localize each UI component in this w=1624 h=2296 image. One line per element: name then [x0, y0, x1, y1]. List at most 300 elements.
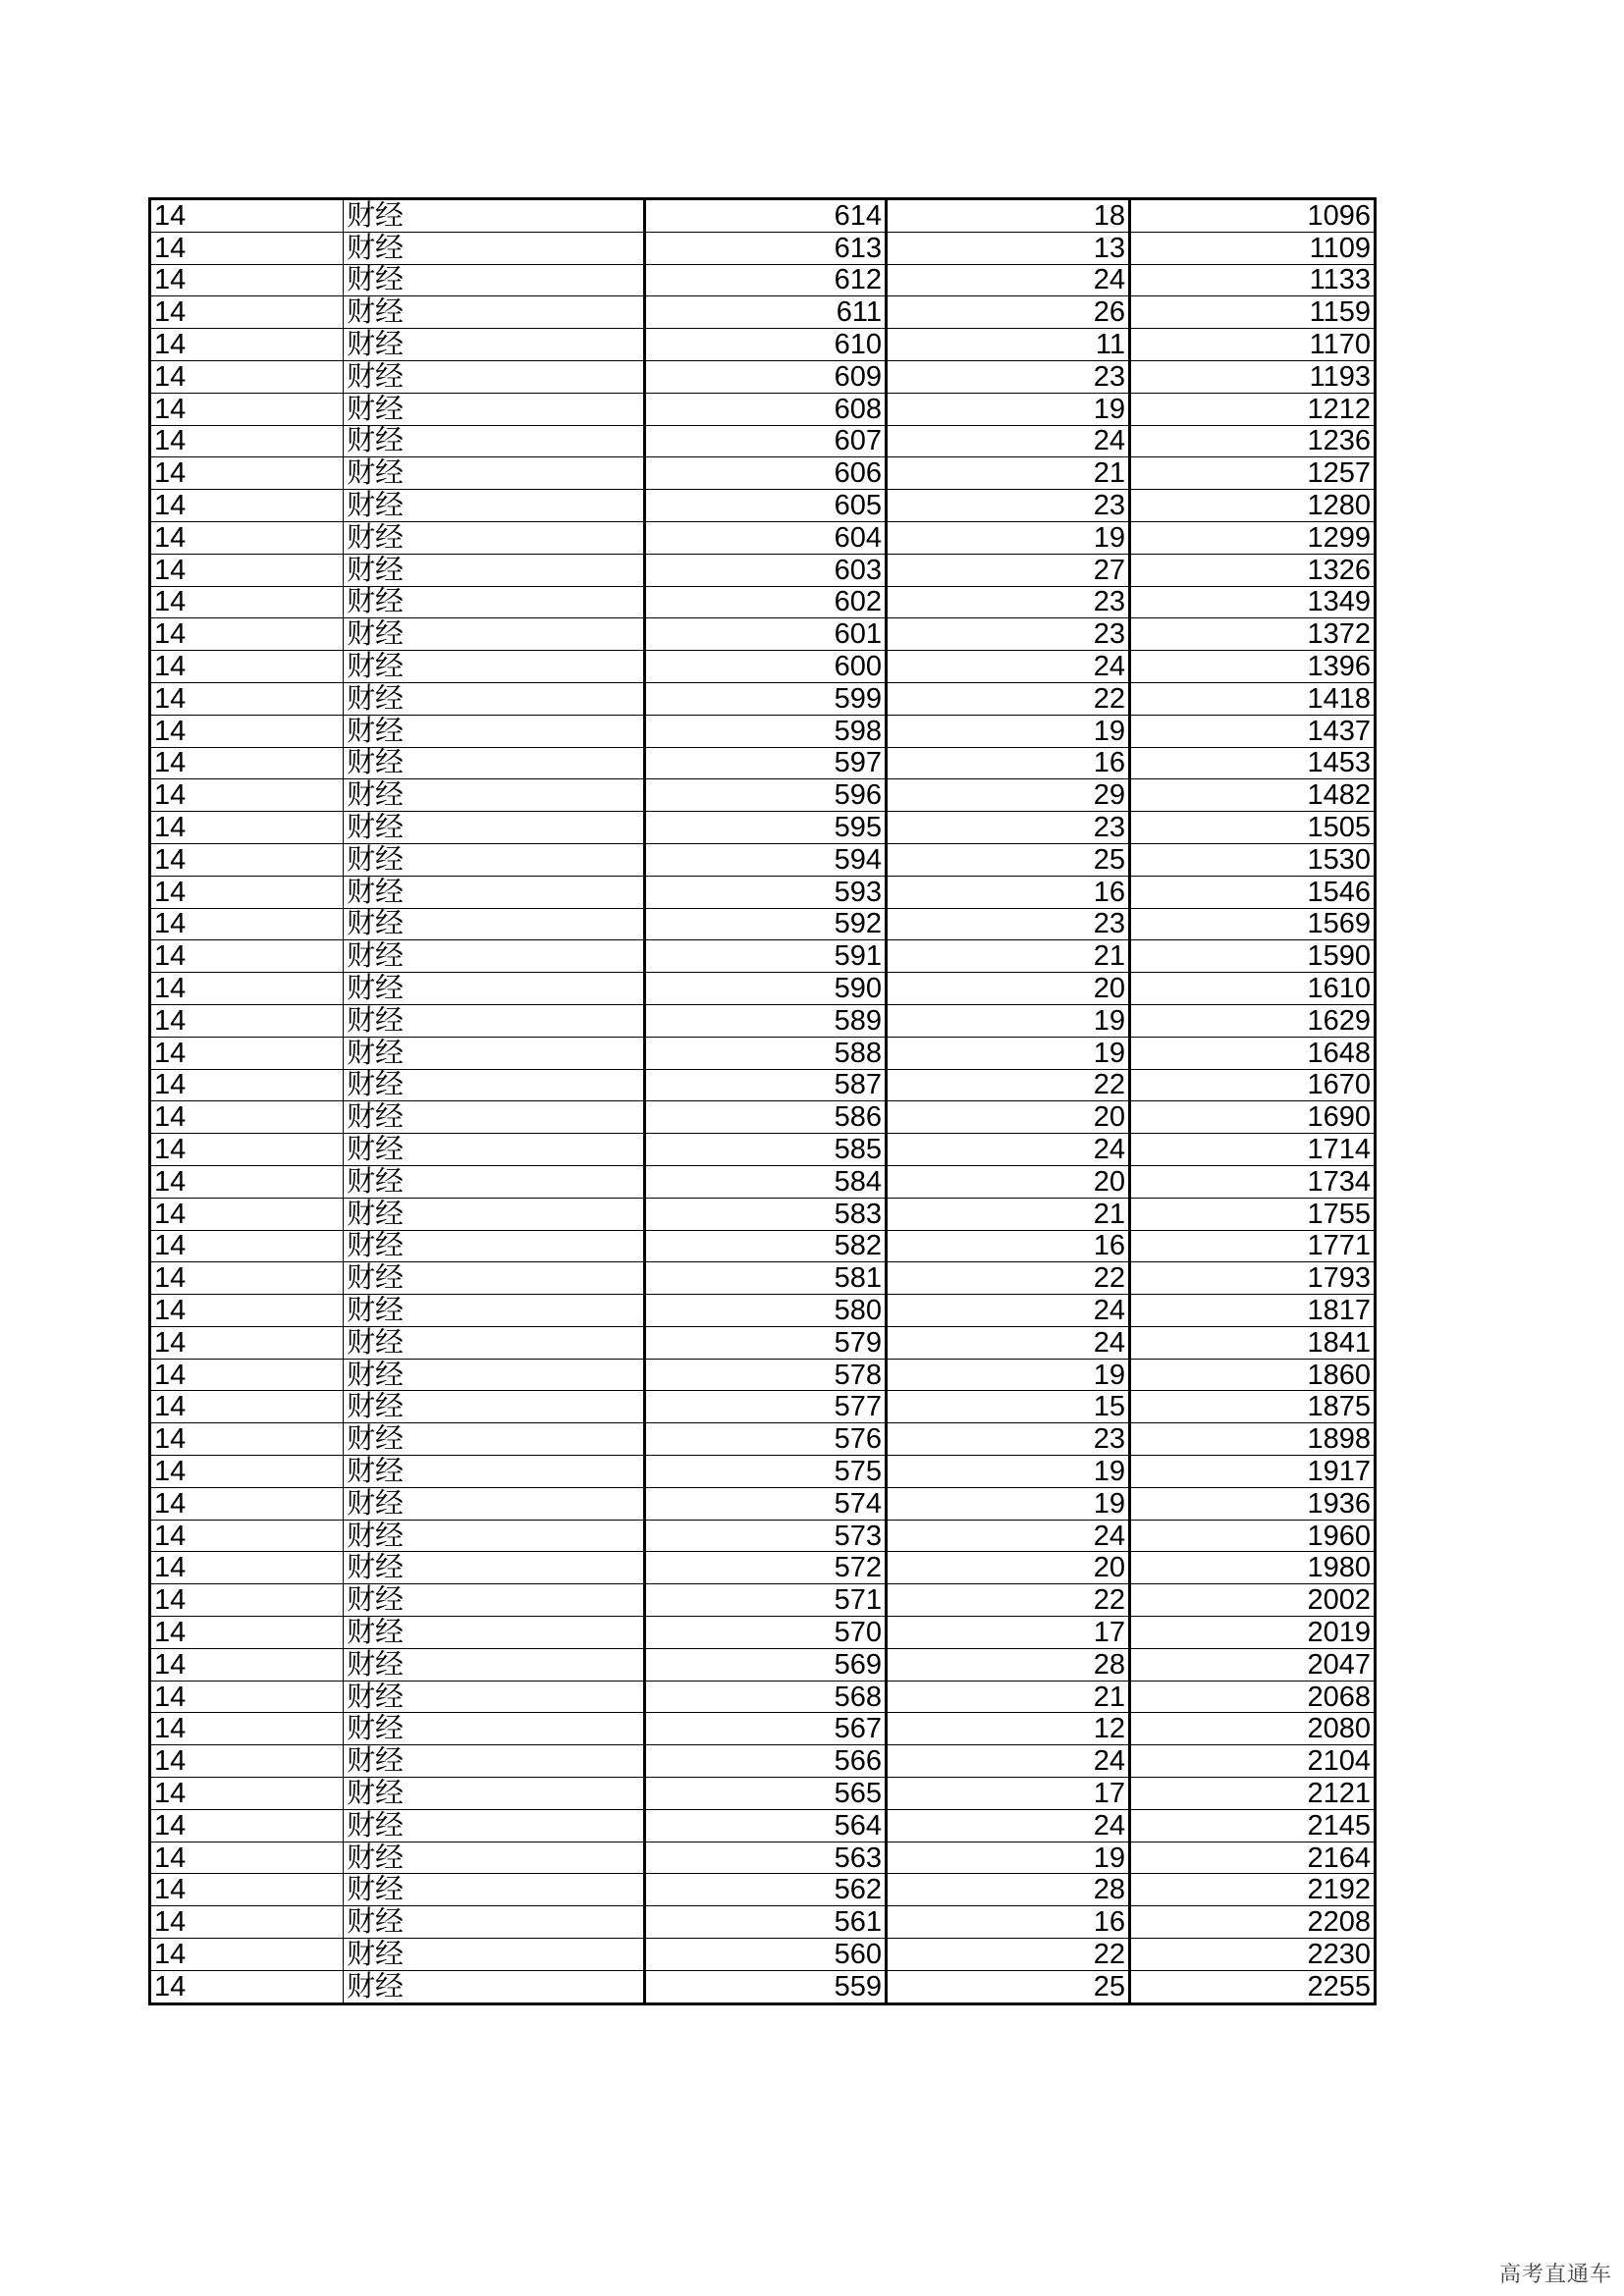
table-cell: 14: [150, 1874, 344, 1906]
table-cell: 财经: [344, 1906, 645, 1939]
table-cell: 1980: [1130, 1552, 1376, 1584]
table-cell: 598: [645, 715, 887, 747]
table-cell: 1841: [1130, 1326, 1376, 1359]
table-cell: 20: [887, 973, 1130, 1005]
table-cell: 财经: [344, 586, 645, 618]
table-cell: 财经: [344, 1004, 645, 1037]
table-cell: 14: [150, 779, 344, 812]
table-row: [150, 1134, 1376, 1166]
table-cell: 19: [887, 1842, 1130, 1874]
table-cell: 21: [887, 1681, 1130, 1713]
table-cell: 14: [150, 425, 344, 457]
table-cell: 560: [645, 1939, 887, 1971]
table-row: [150, 1198, 1376, 1230]
table-cell: 25: [887, 1970, 1130, 2003]
table-row: [150, 812, 1376, 844]
table-cell: 1714: [1130, 1134, 1376, 1166]
table-cell: 财经: [344, 1262, 645, 1295]
table-row: [150, 908, 1376, 940]
table-cell: 11: [887, 329, 1130, 361]
table-cell: 22: [887, 682, 1130, 715]
table-row: [150, 1101, 1376, 1134]
table-cell: 1280: [1130, 490, 1376, 522]
table-cell: 财经: [344, 393, 645, 425]
table-row: [150, 682, 1376, 715]
table-cell: 1109: [1130, 232, 1376, 264]
table-cell: 财经: [344, 360, 645, 393]
table-cell: 14: [150, 843, 344, 876]
table-row: [150, 876, 1376, 908]
table-cell: 财经: [344, 1456, 645, 1488]
table-row: [150, 1584, 1376, 1617]
table-row: [150, 490, 1376, 522]
table-cell: 2002: [1130, 1584, 1376, 1617]
table-cell: 1482: [1130, 779, 1376, 812]
table-cell: 601: [645, 618, 887, 651]
table-cell: 14: [150, 1295, 344, 1327]
table-cell: 财经: [344, 1681, 645, 1713]
table-cell: 14: [150, 1134, 344, 1166]
table-cell: 567: [645, 1713, 887, 1745]
table-cell: 612: [645, 264, 887, 296]
table-cell: 564: [645, 1809, 887, 1842]
table-cell: 18: [887, 199, 1130, 233]
table-cell: 财经: [344, 843, 645, 876]
table-cell: 600: [645, 651, 887, 683]
table-cell: 605: [645, 490, 887, 522]
table-cell: 588: [645, 1037, 887, 1069]
table-cell: 财经: [344, 1713, 645, 1745]
table-cell: 23: [887, 360, 1130, 393]
table-cell: 2164: [1130, 1842, 1376, 1874]
table-row: [150, 747, 1376, 779]
table-cell: 14: [150, 1745, 344, 1778]
table-cell: 572: [645, 1552, 887, 1584]
table-cell: 582: [645, 1230, 887, 1262]
table-cell: 财经: [344, 1617, 645, 1649]
table-cell: 14: [150, 1326, 344, 1359]
table-row: [150, 1681, 1376, 1713]
table-cell: 财经: [344, 876, 645, 908]
table-cell: 20: [887, 1552, 1130, 1584]
table-cell: 财经: [344, 812, 645, 844]
table-cell: 1793: [1130, 1262, 1376, 1295]
table-cell: 1396: [1130, 651, 1376, 683]
table-cell: 财经: [344, 682, 645, 715]
table-row: [150, 1713, 1376, 1745]
table-cell: 14: [150, 329, 344, 361]
table-cell: 财经: [344, 425, 645, 457]
table-cell: 14: [150, 1617, 344, 1649]
table-cell: 1960: [1130, 1520, 1376, 1552]
table-cell: 559: [645, 1970, 887, 2003]
table-cell: 19: [887, 521, 1130, 554]
table-row: [150, 232, 1376, 264]
table-cell: 609: [645, 360, 887, 393]
table-cell: 14: [150, 1939, 344, 1971]
table-row: [150, 715, 1376, 747]
table-cell: 2080: [1130, 1713, 1376, 1745]
table-cell: 14: [150, 232, 344, 264]
table-cell: 590: [645, 973, 887, 1005]
table-cell: 财经: [344, 1552, 645, 1584]
table-row: [150, 1874, 1376, 1906]
table-cell: 14: [150, 490, 344, 522]
table-cell: 财经: [344, 1745, 645, 1778]
table-cell: 19: [887, 1456, 1130, 1488]
table-row: [150, 973, 1376, 1005]
table-cell: 1418: [1130, 682, 1376, 715]
table-cell: 14: [150, 1970, 344, 2003]
table-cell: 财经: [344, 264, 645, 296]
table-row: [150, 1745, 1376, 1778]
table-cell: 23: [887, 618, 1130, 651]
table-cell: 19: [887, 393, 1130, 425]
table-row: [150, 521, 1376, 554]
table-cell: 14: [150, 264, 344, 296]
table-cell: 1453: [1130, 747, 1376, 779]
table-cell: 1629: [1130, 1004, 1376, 1037]
table-cell: 19: [887, 715, 1130, 747]
table-cell: 财经: [344, 779, 645, 812]
table-cell: 2230: [1130, 1939, 1376, 1971]
table-cell: 财经: [344, 1069, 645, 1101]
table-cell: 财经: [344, 1037, 645, 1069]
table-cell: 24: [887, 1295, 1130, 1327]
table-cell: 1690: [1130, 1101, 1376, 1134]
table-cell: 16: [887, 1230, 1130, 1262]
table-cell: 1860: [1130, 1359, 1376, 1391]
table-cell: 1096: [1130, 199, 1376, 233]
table-cell: 16: [887, 1906, 1130, 1939]
table-cell: 27: [887, 554, 1130, 586]
watermark-text: 高考直通车: [1498, 2262, 1612, 2286]
table-cell: 14: [150, 1648, 344, 1681]
table-cell: 1133: [1130, 264, 1376, 296]
table-cell: 593: [645, 876, 887, 908]
table-cell: 591: [645, 940, 887, 973]
table-cell: 24: [887, 1326, 1130, 1359]
table-cell: 19: [887, 1004, 1130, 1037]
table-cell: 财经: [344, 1874, 645, 1906]
table-cell: 15: [887, 1391, 1130, 1423]
table-cell: 21: [887, 940, 1130, 973]
table-row: [150, 457, 1376, 490]
table-cell: 25: [887, 843, 1130, 876]
table-cell: 578: [645, 1359, 887, 1391]
table-cell: 2047: [1130, 1648, 1376, 1681]
table-row: [150, 1648, 1376, 1681]
table-cell: 607: [645, 425, 887, 457]
table-cell: 财经: [344, 1520, 645, 1552]
table-cell: 16: [887, 876, 1130, 908]
table-cell: 1670: [1130, 1069, 1376, 1101]
table-cell: 财经: [344, 1326, 645, 1359]
table-cell: 财经: [344, 618, 645, 651]
table-cell: 24: [887, 1745, 1130, 1778]
table-cell: 14: [150, 554, 344, 586]
table-row: [150, 779, 1376, 812]
table-row: [150, 1809, 1376, 1842]
table-cell: 财经: [344, 1939, 645, 1971]
table-cell: 574: [645, 1487, 887, 1520]
table-row: [150, 1939, 1376, 1971]
table-cell: 563: [645, 1842, 887, 1874]
table-cell: 财经: [344, 715, 645, 747]
table-cell: 24: [887, 1520, 1130, 1552]
table-cell: 14: [150, 812, 344, 844]
table-cell: 财经: [344, 651, 645, 683]
table-cell: 595: [645, 812, 887, 844]
table-cell: 1734: [1130, 1165, 1376, 1198]
table-row: [150, 618, 1376, 651]
table-cell: 14: [150, 457, 344, 490]
table-cell: 2192: [1130, 1874, 1376, 1906]
table-cell: 584: [645, 1165, 887, 1198]
table-cell: 606: [645, 457, 887, 490]
table-cell: 28: [887, 1648, 1130, 1681]
table-row: [150, 360, 1376, 393]
table-cell: 586: [645, 1101, 887, 1134]
table-cell: 562: [645, 1874, 887, 1906]
table-cell: 财经: [344, 232, 645, 264]
table-cell: 1590: [1130, 940, 1376, 973]
table-cell: 583: [645, 1198, 887, 1230]
table-cell: 14: [150, 1456, 344, 1488]
table-cell: 2019: [1130, 1617, 1376, 1649]
table-cell: 610: [645, 329, 887, 361]
table-cell: 602: [645, 586, 887, 618]
score-table-body: [150, 199, 1376, 2004]
table-cell: 1817: [1130, 1295, 1376, 1327]
table-cell: 财经: [344, 296, 645, 329]
table-cell: 613: [645, 232, 887, 264]
table-row: [150, 843, 1376, 876]
table-row: [150, 1230, 1376, 1262]
table-cell: 14: [150, 1906, 344, 1939]
table-cell: 财经: [344, 521, 645, 554]
table-cell: 577: [645, 1391, 887, 1423]
table-cell: 608: [645, 393, 887, 425]
table-cell: 20: [887, 1165, 1130, 1198]
table-row: [150, 1906, 1376, 1939]
table-cell: 14: [150, 747, 344, 779]
table-row: [150, 1359, 1376, 1391]
table-cell: 23: [887, 1423, 1130, 1456]
table-cell: 14: [150, 715, 344, 747]
table-cell: 财经: [344, 1809, 645, 1842]
table-cell: 1170: [1130, 329, 1376, 361]
table-cell: 571: [645, 1584, 887, 1617]
table-cell: 14: [150, 1262, 344, 1295]
table-cell: 594: [645, 843, 887, 876]
table-row: [150, 425, 1376, 457]
table-cell: 565: [645, 1778, 887, 1810]
table-cell: 573: [645, 1520, 887, 1552]
table-cell: 14: [150, 973, 344, 1005]
table-cell: 569: [645, 1648, 887, 1681]
table-cell: 财经: [344, 1391, 645, 1423]
table-cell: 19: [887, 1359, 1130, 1391]
table-cell: 财经: [344, 554, 645, 586]
table-cell: 16: [887, 747, 1130, 779]
table-cell: 14: [150, 651, 344, 683]
table-row: [150, 1617, 1376, 1649]
table-cell: 财经: [344, 1970, 645, 2003]
table-cell: 14: [150, 586, 344, 618]
table-cell: 24: [887, 1809, 1130, 1842]
table-row: [150, 296, 1376, 329]
table-cell: 财经: [344, 1584, 645, 1617]
table-cell: 19: [887, 1487, 1130, 1520]
table-cell: 14: [150, 360, 344, 393]
table-cell: 财经: [344, 908, 645, 940]
table-cell: 2068: [1130, 1681, 1376, 1713]
table-cell: 14: [150, 1230, 344, 1262]
table-cell: 14: [150, 1359, 344, 1391]
table-cell: 611: [645, 296, 887, 329]
table-cell: 22: [887, 1262, 1130, 1295]
table-cell: 1193: [1130, 360, 1376, 393]
table-row: [150, 554, 1376, 586]
table-cell: 2255: [1130, 1970, 1376, 2003]
table-cell: 14: [150, 1520, 344, 1552]
table-cell: 21: [887, 457, 1130, 490]
table-cell: 14: [150, 393, 344, 425]
table-cell: 财经: [344, 1198, 645, 1230]
table-cell: 22: [887, 1939, 1130, 1971]
table-cell: 592: [645, 908, 887, 940]
table-cell: 1372: [1130, 618, 1376, 651]
table-cell: 14: [150, 1391, 344, 1423]
table-cell: 14: [150, 1809, 344, 1842]
table-row: [150, 1326, 1376, 1359]
table-row: [150, 1037, 1376, 1069]
table-cell: 566: [645, 1745, 887, 1778]
table-cell: 1898: [1130, 1423, 1376, 1456]
table-cell: 财经: [344, 747, 645, 779]
table-cell: 1755: [1130, 1198, 1376, 1230]
table-cell: 580: [645, 1295, 887, 1327]
table-row: [150, 1423, 1376, 1456]
table-cell: 22: [887, 1069, 1130, 1101]
table-cell: 581: [645, 1262, 887, 1295]
table-cell: 14: [150, 1552, 344, 1584]
table-cell: 财经: [344, 1359, 645, 1391]
table-cell: 14: [150, 1165, 344, 1198]
table-cell: 14: [150, 1004, 344, 1037]
table-cell: 14: [150, 296, 344, 329]
table-row: [150, 393, 1376, 425]
table-cell: 财经: [344, 490, 645, 522]
table-cell: 财经: [344, 1423, 645, 1456]
table-cell: 19: [887, 1037, 1130, 1069]
table-row: [150, 1520, 1376, 1552]
table-cell: 1648: [1130, 1037, 1376, 1069]
table-cell: 1212: [1130, 393, 1376, 425]
table-cell: 1159: [1130, 296, 1376, 329]
table-row: [150, 1295, 1376, 1327]
table-cell: 14: [150, 199, 344, 233]
table-cell: 24: [887, 264, 1130, 296]
table-cell: 561: [645, 1906, 887, 1939]
table-cell: 17: [887, 1778, 1130, 1810]
table-cell: 14: [150, 618, 344, 651]
table-row: [150, 1778, 1376, 1810]
table-cell: 财经: [344, 329, 645, 361]
table-cell: 1257: [1130, 457, 1376, 490]
table-cell: 22: [887, 1584, 1130, 1617]
table-cell: 财经: [344, 199, 645, 233]
table-cell: 575: [645, 1456, 887, 1488]
table-cell: 14: [150, 1423, 344, 1456]
table-cell: 1299: [1130, 521, 1376, 554]
table-cell: 24: [887, 425, 1130, 457]
table-cell: 1569: [1130, 908, 1376, 940]
table-row: [150, 1069, 1376, 1101]
table-row: [150, 1970, 1376, 2003]
table-cell: 14: [150, 1101, 344, 1134]
table-cell: 587: [645, 1069, 887, 1101]
table-cell: 1936: [1130, 1487, 1376, 1520]
table-row: [150, 264, 1376, 296]
table-cell: 585: [645, 1134, 887, 1166]
table-cell: 1437: [1130, 715, 1376, 747]
table-cell: 13: [887, 232, 1130, 264]
table-cell: 14: [150, 521, 344, 554]
table-row: [150, 940, 1376, 973]
table-cell: 20: [887, 1101, 1130, 1134]
table-cell: 579: [645, 1326, 887, 1359]
table-cell: 财经: [344, 1487, 645, 1520]
table-cell: 2121: [1130, 1778, 1376, 1810]
table-cell: 14: [150, 1487, 344, 1520]
table-cell: 14: [150, 940, 344, 973]
table-cell: 1505: [1130, 812, 1376, 844]
table-cell: 14: [150, 1842, 344, 1874]
table-cell: 1610: [1130, 973, 1376, 1005]
table-cell: 财经: [344, 1295, 645, 1327]
table-cell: 589: [645, 1004, 887, 1037]
table-cell: 17: [887, 1617, 1130, 1649]
table-cell: 604: [645, 521, 887, 554]
table-cell: 财经: [344, 1648, 645, 1681]
table-cell: 2104: [1130, 1745, 1376, 1778]
table-cell: 14: [150, 682, 344, 715]
table-cell: 财经: [344, 940, 645, 973]
table-row: [150, 1456, 1376, 1488]
table-cell: 29: [887, 779, 1130, 812]
table-cell: 14: [150, 908, 344, 940]
table-row: [150, 1262, 1376, 1295]
table-row: [150, 199, 1376, 233]
table-cell: 24: [887, 1134, 1130, 1166]
table-row: [150, 1004, 1376, 1037]
table-cell: 576: [645, 1423, 887, 1456]
table-cell: 14: [150, 1681, 344, 1713]
table-cell: 23: [887, 490, 1130, 522]
table-cell: 597: [645, 747, 887, 779]
table-row: [150, 329, 1376, 361]
table-cell: 14: [150, 1198, 344, 1230]
table-cell: 1875: [1130, 1391, 1376, 1423]
table-cell: 12: [887, 1713, 1130, 1745]
table-cell: 596: [645, 779, 887, 812]
table-cell: 1326: [1130, 554, 1376, 586]
table-cell: 财经: [344, 1165, 645, 1198]
table-cell: 570: [645, 1617, 887, 1649]
table-cell: 21: [887, 1198, 1130, 1230]
